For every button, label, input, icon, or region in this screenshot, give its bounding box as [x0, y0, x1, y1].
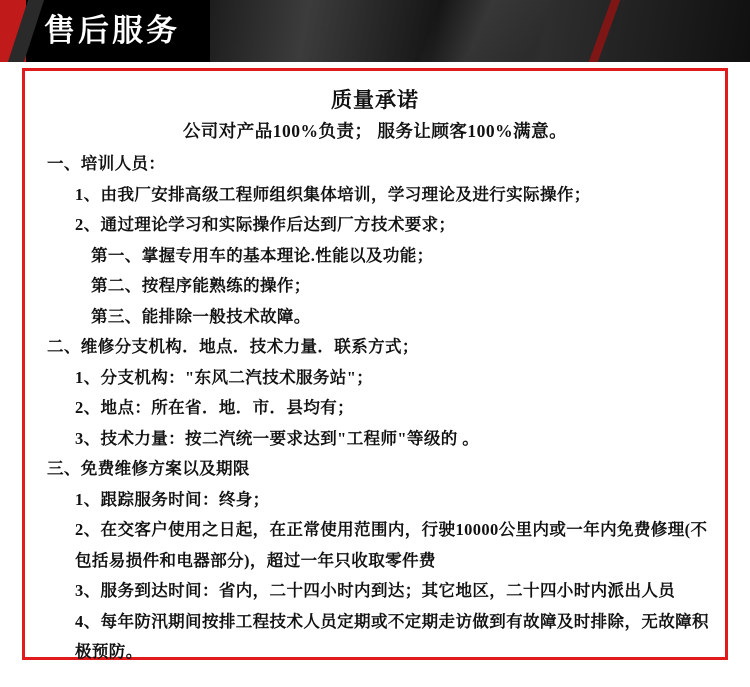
section-item: 4、每年防汛期间按排工程技术人员定期或不定期走访做到有故障及时排除，无故障积极预防。 [75, 611, 709, 661]
document-title: 质量承诺 [331, 88, 419, 112]
section-item: 2、地点：所在省．地．市．县均有； [75, 398, 355, 417]
header-banner [0, 0, 750, 62]
banner-title: 售后服务 [44, 13, 180, 48]
section-item: 第三、能排除一般技术故障。 [91, 306, 311, 326]
section-item: 2、通过理论学习和实际操作后达到厂方技术要求； [75, 215, 456, 234]
section-item: 2、在交客户使用之日起，在正常使用范围内，行驶10000公里内或一年内免费修理(不包括易损件和电器部分)，超过一年只收取零件费 [75, 520, 708, 570]
section-item: 第二、按程序能熟练的操作； [91, 276, 311, 295]
section-item: 1、由我厂安排高级工程师组织集体培训，学习理论及进行实际操作； [75, 184, 591, 204]
section-heading: 一、培训人员： [47, 154, 166, 173]
section-heading: 三、免费维修方案以及期限 [47, 459, 250, 478]
quality-commitment-box [22, 68, 728, 660]
section-item: 1、分支机构："东风二汽技术服务站"； [75, 367, 374, 387]
banner-highlight [419, 0, 552, 62]
section-item: 1、跟踪服务时间：终身； [75, 489, 270, 509]
section-item: 第一、掌握专用车的基本理论.性能以及功能； [91, 245, 434, 265]
section-item: 3、技术力量：按二汽统一要求达到"工程师"等级的 。 [75, 428, 480, 448]
section-heading: 二、维修分支机构．地点．技术力量．联系方式； [47, 337, 419, 356]
document-subtitle: 公司对产品100%负责； 服务让顾客100%满意。 [182, 121, 568, 141]
section-item: 3、服务到达时间：省内，二十四小时内到达；其它地区，二十四小时内派出人员 [75, 581, 676, 600]
